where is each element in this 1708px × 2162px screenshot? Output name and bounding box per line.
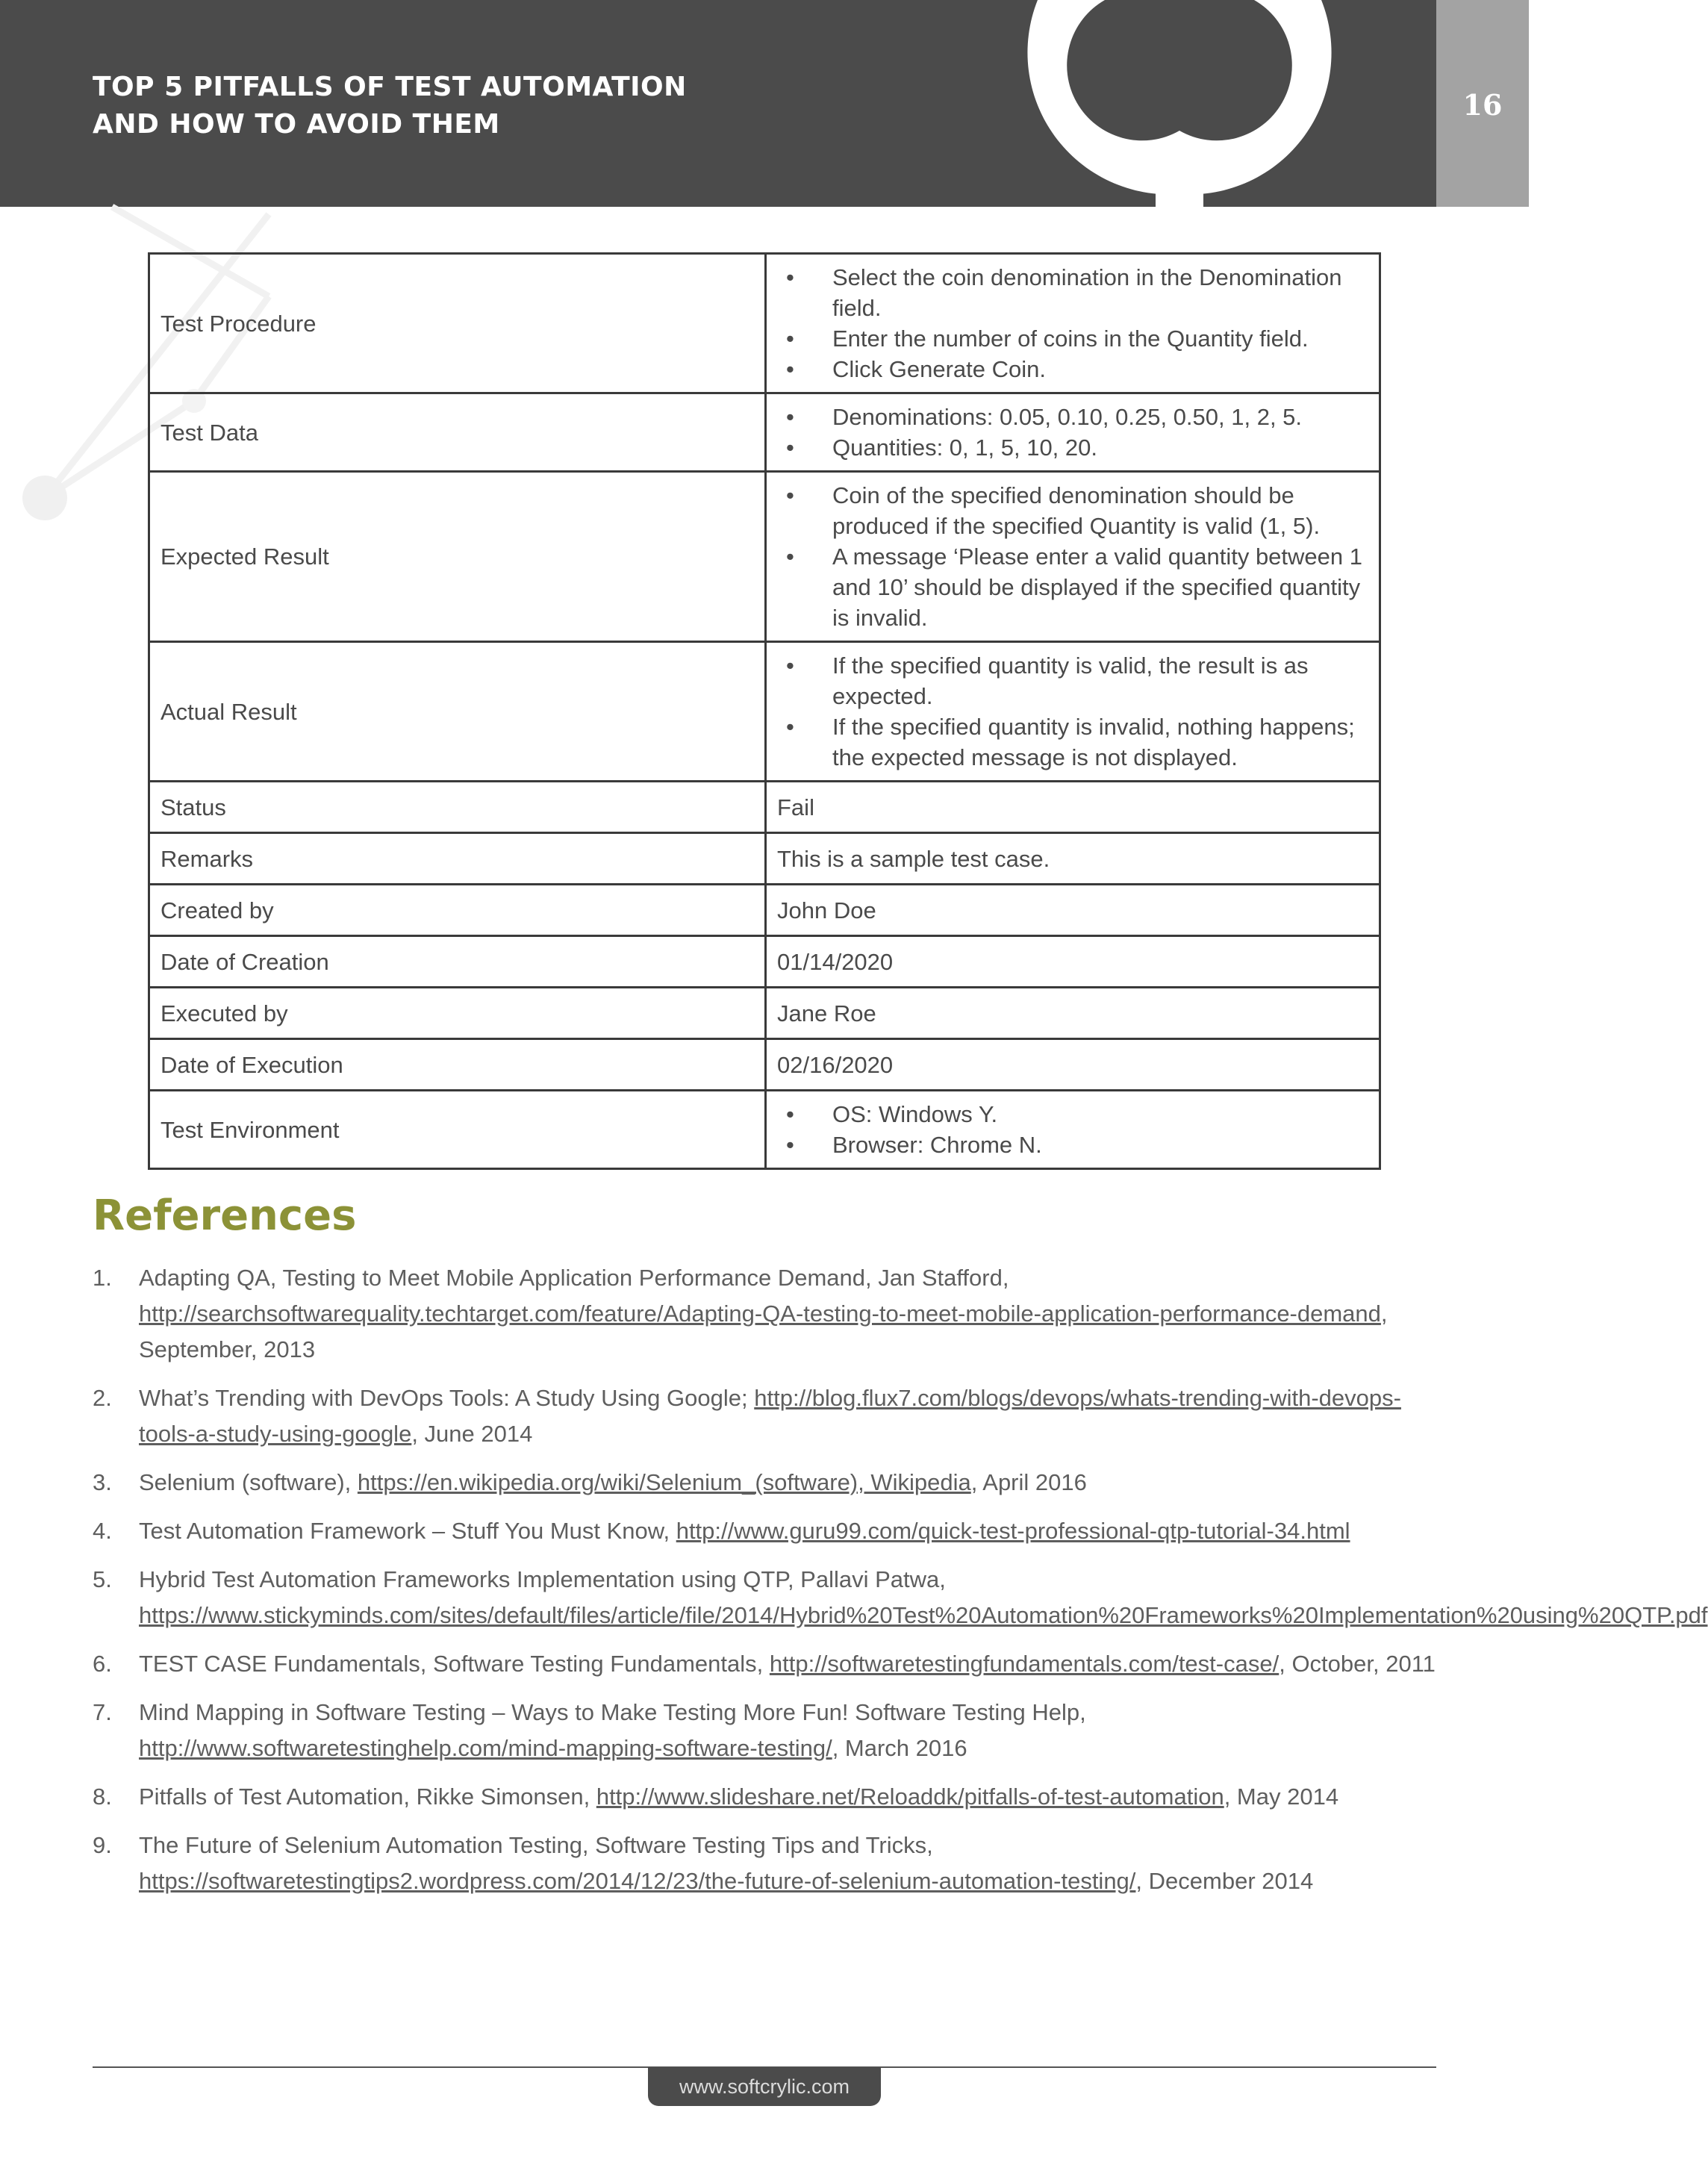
reference-text: Selenium (software),: [139, 1469, 358, 1495]
reference-item: [93, 1562, 1708, 1633]
references-list: [93, 1260, 1708, 1912]
row-value-executed-by: Jane Roe: [766, 988, 1380, 1039]
table-row: [149, 782, 1380, 833]
reference-date: , May 2014: [1224, 1784, 1339, 1810]
list-item: • Select the coin denomination in the Denomination field.: [777, 262, 1368, 323]
reference-item: [93, 1513, 1436, 1549]
reference-number: 7.: [93, 1699, 112, 1725]
reference-item: [93, 1779, 1436, 1815]
document-title: [93, 69, 687, 143]
reference-number: 9.: [93, 1832, 112, 1858]
reference-item: [93, 1695, 1436, 1766]
table-row: [149, 472, 1380, 642]
q-logo-icon: [993, 0, 1366, 207]
table-row: [149, 936, 1380, 988]
row-label-status: Status: [149, 782, 766, 833]
reference-number: 4.: [93, 1518, 112, 1544]
row-value-test-procedure: [766, 254, 1380, 393]
reference-date: , March 2016: [832, 1735, 967, 1761]
reference-item: [93, 1828, 1436, 1899]
row-label-remarks: Remarks: [149, 833, 766, 885]
reference-number: 6.: [93, 1651, 112, 1677]
list-item: • Click Generate Coin.: [777, 354, 1368, 384]
row-value-created-by: John Doe: [766, 885, 1380, 936]
table-row: [149, 885, 1380, 936]
row-label-expected-result: Expected Result: [149, 472, 766, 642]
list-item: • OS: Windows Y.: [777, 1099, 1368, 1130]
row-label-actual-result: Actual Result: [149, 642, 766, 782]
row-value-actual-result: [766, 642, 1380, 782]
reference-number: 3.: [93, 1469, 112, 1495]
row-label-test-data: Test Data: [149, 393, 766, 472]
row-label-test-procedure: Test Procedure: [149, 254, 766, 393]
reference-number: 5.: [93, 1566, 112, 1592]
reference-number: 1.: [93, 1265, 112, 1291]
reference-text: Mind Mapping in Software Testing – Ways to Make Testing More Fun! Software Testing Help,: [139, 1699, 1086, 1725]
list-item: • Browser: Chrome N.: [777, 1130, 1368, 1160]
list-item: • Quantities: 0, 1, 5, 10, 20.: [777, 432, 1368, 463]
row-label-date-of-creation: Date of Creation: [149, 936, 766, 988]
page-number: 16: [1462, 88, 1503, 122]
reference-number: 8.: [93, 1784, 112, 1810]
table-row: [149, 642, 1380, 782]
reference-text: Pitfalls of Test Automation, Rikke Simonsen,: [139, 1784, 596, 1810]
reference-link[interactable]: http://www.guru99.com/quick-test-professional-qtp-tutorial-34.html: [676, 1518, 1350, 1544]
row-label-test-environment: Test Environment: [149, 1091, 766, 1169]
row-value-expected-result: [766, 472, 1380, 642]
footer-website: www.softcrylic.com: [648, 2067, 881, 2106]
page-header: [0, 0, 1436, 207]
reference-text: What’s Trending with DevOps Tools: A Study Using Google;: [139, 1385, 755, 1411]
table-row: [149, 393, 1380, 472]
reference-date: , June 2014: [411, 1421, 533, 1447]
reference-link[interactable]: https://en.wikipedia.org/wiki/Selenium_(software), Wikipedia: [357, 1469, 971, 1495]
row-value-remarks: This is a sample test case.: [766, 833, 1380, 885]
reference-date: , April 2016: [970, 1469, 1087, 1495]
list-item: • If the specified quantity is valid, the result is as expected.: [777, 650, 1368, 711]
table-row: [149, 1091, 1380, 1169]
reference-link[interactable]: http://searchsoftwarequality.techtarget.com/feature/Adapting-QA-testing-to-meet-mobile-application-performance-demand: [139, 1300, 1381, 1327]
reference-text: The Future of Selenium Automation Testing, Software Testing Tips and Tricks,: [139, 1832, 933, 1858]
table-row: [149, 1039, 1380, 1091]
page-number-box: [1436, 0, 1529, 207]
reference-text: Adapting QA, Testing to Meet Mobile Application Performance Demand, Jan Stafford,: [139, 1265, 1009, 1291]
reference-text: TEST CASE Fundamentals, Software Testing Fundamentals,: [139, 1651, 770, 1677]
test-case-table: [148, 252, 1381, 1170]
list-item: • Denominations: 0.05, 0.10, 0.25, 0.50, 1, 2, 5.: [777, 402, 1368, 432]
reference-link[interactable]: http://blog.flux7.com/blogs/devops/whats-trending-with-devops-tools-a-study-using-google: [139, 1385, 1401, 1447]
row-value-test-environment: [766, 1091, 1380, 1169]
document-title-line2: AND HOW TO AVOID THEM: [93, 109, 500, 140]
reference-item: [93, 1465, 1436, 1501]
reference-text: Test Automation Framework – Stuff You Must Know,: [139, 1518, 676, 1544]
reference-link[interactable]: https://www.stickyminds.com/sites/default/files/article/file/2014/Hybrid%20Test%20Automation%20Frameworks%20Implementation%20using%20QTP.pdf: [139, 1602, 1708, 1628]
reference-date: , October, 2011: [1279, 1651, 1436, 1677]
reference-text: Hybrid Test Automation Frameworks Implementation using QTP, Pallavi Patwa,: [139, 1566, 946, 1592]
row-value-test-data: [766, 393, 1380, 472]
row-label-date-of-execution: Date of Execution: [149, 1039, 766, 1091]
list-item: • Coin of the specified denomination should be produced if the specified Quantity is valid (1, 5).: [777, 480, 1368, 541]
reference-item: [93, 1260, 1436, 1368]
row-value-date-of-execution: 02/16/2020: [766, 1039, 1380, 1091]
reference-date: , September, 2013: [139, 1300, 1388, 1362]
row-value-status: Fail: [766, 782, 1380, 833]
reference-item: [93, 1380, 1436, 1452]
table-row: [149, 254, 1380, 393]
list-item: • If the specified quantity is invalid, nothing happens; the expected message is not displayed.: [777, 711, 1368, 773]
reference-link[interactable]: https://softwaretestingtips2.wordpress.com/2014/12/23/the-future-of-selenium-automation-testing/: [139, 1868, 1136, 1894]
row-label-created-by: Created by: [149, 885, 766, 936]
reference-number: 2.: [93, 1385, 112, 1411]
reference-item: [93, 1646, 1436, 1682]
reference-link[interactable]: http://www.slideshare.net/Reloaddk/pitfalls-of-test-automation: [596, 1784, 1224, 1810]
table-row: [149, 988, 1380, 1039]
row-label-executed-by: Executed by: [149, 988, 766, 1039]
list-item: • Enter the number of coins in the Quantity field.: [777, 323, 1368, 354]
row-value-date-of-creation: 01/14/2020: [766, 936, 1380, 988]
reference-link[interactable]: http://www.softwaretestinghelp.com/mind-mapping-software-testing/: [139, 1735, 832, 1761]
references-heading: References: [93, 1191, 357, 1240]
list-item: • A message ‘Please enter a valid quantity between 1 and 10’ should be displayed if the specified quantity is invalid.: [777, 541, 1368, 633]
document-title-line1: TOP 5 PITFALLS OF TEST AUTOMATION: [93, 72, 687, 102]
reference-link[interactable]: http://softwaretestingfundamentals.com/test-case/: [769, 1651, 1280, 1677]
reference-date: , December 2014: [1135, 1868, 1314, 1894]
table-row: [149, 833, 1380, 885]
